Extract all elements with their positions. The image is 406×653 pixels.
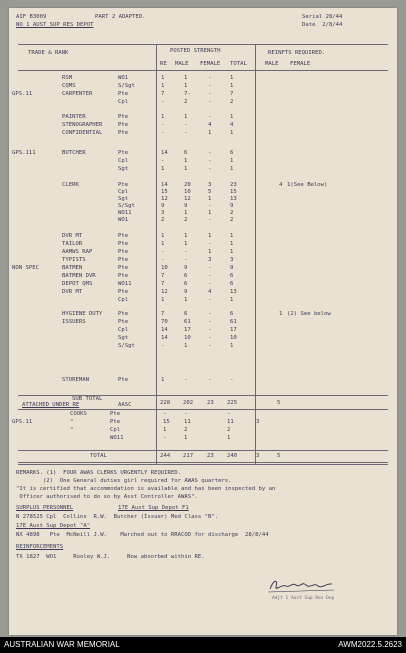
subtotal-female: 23 — [207, 400, 214, 406]
attached-cell-trade: " — [70, 419, 74, 425]
cell-total: 13 — [230, 196, 237, 202]
cell-total: 61 — [230, 319, 237, 325]
cell-female: 3 — [208, 182, 212, 188]
cell-group: GPS.111 — [12, 150, 36, 156]
cell-re: 2 — [161, 217, 165, 223]
cell-rank: Pte — [118, 273, 129, 279]
cell-female: - — [208, 158, 212, 164]
attached-cell-group: GPS.11 — [12, 419, 33, 425]
cell-rank: Cpl — [118, 297, 129, 303]
col-male: MALE — [175, 61, 189, 67]
remark-line: Officer authorised to do so by Asst Controller AWAS". — [16, 494, 198, 500]
cell-female: - — [208, 75, 212, 81]
cell-trade: PAINTER — [62, 114, 86, 120]
cell-rank: Pte — [118, 249, 129, 255]
col-female: FEMALE — [200, 61, 221, 67]
cell-re: 1 — [161, 166, 165, 172]
cell-female: 3 — [208, 257, 212, 263]
cell-re: 3 — [161, 210, 165, 216]
cell-trade: TYPISTS — [62, 257, 86, 263]
cell-re: 7 — [161, 91, 165, 97]
cell-total: 9 — [230, 265, 234, 271]
cell-rank: Pte — [118, 114, 129, 120]
cell-trade: STOREMAN — [62, 377, 89, 383]
cell-rank: Pte — [118, 257, 129, 263]
cell-re: 9 — [161, 203, 165, 209]
cell-male: 2 — [184, 217, 188, 223]
total-total: 240 — [227, 453, 238, 459]
cell-trade: CQMS — [62, 83, 76, 89]
subtotal-reinf: 5 — [277, 400, 281, 406]
cell-total: 2 — [230, 99, 234, 105]
cell-female: - — [208, 114, 212, 120]
subtotal-unit: AASC — [118, 402, 132, 408]
cell-group: GPS.11 — [12, 91, 33, 97]
cell-total: 6 — [230, 150, 234, 156]
cell-female: - — [208, 99, 212, 105]
cell-rank: Sgt — [118, 166, 129, 172]
cell-female: - — [208, 335, 212, 341]
cell-total: 1 — [230, 249, 234, 255]
cell-rank: Pte — [118, 265, 129, 271]
cell-male: 1 — [184, 210, 188, 216]
col-total: TOTAL — [230, 61, 247, 67]
cell-male: - — [184, 377, 188, 383]
archive-name: AUSTRALIAN WAR MEMORIAL — [4, 640, 120, 649]
cell-reinf: 4 — [279, 182, 283, 188]
cell-male: 6 — [184, 281, 188, 287]
cell-male: 1 — [184, 83, 188, 89]
cell-female: - — [208, 319, 212, 325]
cell-re: 14 — [161, 327, 168, 333]
cell-re: 7 — [161, 273, 165, 279]
col-trade-rank: TRADE & RANK — [28, 50, 69, 56]
cell-rank: Pte — [118, 150, 129, 156]
cell-trade: TAILOR — [62, 241, 83, 247]
cell-reinf: 1 — [279, 311, 283, 317]
cell-male: 10 — [184, 335, 191, 341]
cell-re: 14 — [161, 182, 168, 188]
attached-cell-reinf: 3 — [256, 419, 260, 425]
cell-total: 4 — [230, 122, 234, 128]
cell-male: 7- — [184, 91, 191, 97]
cell-note: 1(See Below) — [287, 182, 328, 188]
cell-rank: Pte — [118, 91, 129, 97]
cell-re: 1 — [161, 114, 165, 120]
cell-male: 1 — [184, 343, 188, 349]
cell-total: 1 — [230, 233, 234, 239]
total-reinf-female: 5 — [277, 453, 281, 459]
attached-cell-female: 2 — [184, 427, 188, 433]
cell-rank: Pte — [118, 377, 129, 383]
cell-rank: Cpl — [118, 327, 129, 333]
remark-line: "It is certified that accommodation is available and has been inspected by an — [16, 486, 276, 492]
cell-male: 1 — [184, 166, 188, 172]
cell-re: 7 — [161, 311, 165, 317]
cell-female: 4 — [208, 289, 212, 295]
cell-female: - — [208, 150, 212, 156]
cell-female: 1 — [208, 249, 212, 255]
total-rule-bottom — [18, 462, 388, 463]
cell-re: 1 — [161, 377, 165, 383]
attached-cell-female: 11 — [184, 419, 191, 425]
remark-line: (2) One General duties girl required for AWAS quarters. — [16, 478, 232, 484]
attached-cell-rank: Pte — [110, 411, 121, 417]
cell-rank: Sgt — [118, 196, 129, 202]
cell-male: - — [184, 249, 188, 255]
cell-trade: DEPOT QMS — [62, 281, 93, 287]
cell-rank: WO11 — [118, 210, 132, 216]
cell-re: - — [161, 122, 165, 128]
attached-cell-trade: " — [70, 427, 74, 433]
cell-male: 9 — [184, 265, 188, 271]
cell-rank: Cpl — [118, 158, 129, 164]
header-rule-bottom — [18, 70, 388, 71]
cell-rank: WO1 — [118, 75, 129, 81]
cell-male: 1 — [184, 297, 188, 303]
cell-total: 23 — [230, 182, 237, 188]
cell-male: 1 — [184, 75, 188, 81]
attached-cell-total: 11 — [227, 419, 234, 425]
cell-female: - — [208, 273, 212, 279]
col-reinf-male: MALE — [265, 61, 279, 67]
cell-male: 12 — [184, 196, 191, 202]
cell-rank: S/Sgt — [118, 83, 135, 89]
cell-rank: S/Sgt — [118, 203, 135, 209]
cell-trade: CARPENTER — [62, 91, 93, 97]
total-reinf-male: 3 — [256, 453, 260, 459]
total-male: 217 — [183, 453, 194, 459]
cell-trade: STENOGRAPHER — [62, 122, 103, 128]
cell-note: (2) See below — [287, 311, 331, 317]
cell-trade: RSM — [62, 75, 73, 81]
cell-re: 15 — [161, 189, 168, 195]
cell-rank: Pte — [118, 233, 129, 239]
cell-re: 70 — [161, 319, 168, 325]
cell-female: 1 — [208, 196, 212, 202]
cell-male: 6 — [184, 150, 188, 156]
attached-cell-rank: Pte — [110, 419, 121, 425]
cell-male: 2 — [184, 99, 188, 105]
cell-total: 1 — [230, 241, 234, 247]
surplus-label: SURPLUS PERSONNEL — [16, 505, 74, 511]
form-part: PART 2 ADAPTED. — [95, 14, 146, 20]
cell-trade: BATMEN — [62, 265, 83, 271]
cell-total: 1 — [230, 166, 234, 172]
cell-re: - — [161, 158, 165, 164]
cell-male: 9 — [184, 289, 188, 295]
cell-female: - — [208, 265, 212, 271]
cell-total: 17 — [230, 327, 237, 333]
cell-trade: HYGIENE DUTY — [62, 311, 103, 317]
cell-female: - — [208, 297, 212, 303]
cell-male: - — [184, 130, 188, 136]
cell-female: 1 — [208, 130, 212, 136]
header-rule-top — [18, 44, 388, 45]
cell-female: - — [208, 311, 212, 317]
cell-total: 1 — [230, 158, 234, 164]
total-female: 23 — [207, 453, 214, 459]
cell-male: 6 — [184, 311, 188, 317]
cell-female: - — [208, 241, 212, 247]
cell-female: - — [208, 217, 212, 223]
cell-male: 1 — [184, 158, 188, 164]
cell-female: - — [208, 166, 212, 172]
cell-re: - — [161, 257, 165, 263]
attached-cell-male: - — [163, 411, 167, 417]
cell-total: 1 — [230, 297, 234, 303]
cell-female: - — [208, 377, 212, 383]
cell-re: 1 — [161, 297, 165, 303]
cell-trade: DVR MT — [62, 289, 83, 295]
reinforcements-line: TX 1827 WO1 Rooley W.J. Now absorbed within RE. — [16, 554, 205, 560]
document-date: Date 2/8/44 — [302, 22, 343, 28]
reinforcements-label: REINFORCEMENTS — [16, 544, 64, 550]
form-number: AIF B3009 — [16, 14, 47, 20]
cell-re: - — [161, 99, 165, 105]
surplus-line-2: NX 4898 Pte McNeill J.W. Marched out to RRACOD for discharge 28/8/44 — [16, 532, 269, 538]
column-rule — [255, 44, 256, 464]
signature-title: Adjt 1 Aust Sup Res Dep — [272, 596, 335, 601]
cell-total: 6 — [230, 311, 234, 317]
cell-female: - — [208, 343, 212, 349]
cell-female: 5 — [208, 189, 212, 195]
attached-cell-total: 1 — [227, 435, 231, 441]
cell-total: 1 — [230, 130, 234, 136]
cell-total: 2 — [230, 210, 234, 216]
subtotal-male: 202 — [183, 400, 194, 406]
cell-rank: Pte — [118, 311, 129, 317]
serial-number: Serial 28/44 — [302, 14, 343, 20]
surplus-line-1: N 278525 Cpl Collins R.W. Butcher (Issuer) Med Class "B". — [16, 514, 219, 520]
cell-rank: Pte — [118, 241, 129, 247]
subtotal-label: SUB TOTAL — [72, 396, 103, 402]
total-label: TOTAL — [90, 453, 107, 459]
cell-re: 7 — [161, 281, 165, 287]
cell-rank: Pte — [118, 319, 129, 325]
attached-cell-trade: COOKS — [70, 411, 87, 417]
remark-line: REMARKS. (1) FOUR AWAS CLERKS URGENTLY REQUIRED. — [16, 470, 182, 476]
cell-total: 3 — [230, 257, 234, 263]
unit-name: NO 1 AUST SUP RES DEPOT — [16, 22, 94, 28]
archive-reference: AWM2022.5.2623 — [338, 640, 402, 649]
attached-cell-male: - — [163, 435, 167, 441]
surplus-depot-1: 17E Aust Sup Depot F1 — [118, 505, 189, 511]
attached-cell-total: - — [227, 411, 231, 417]
cell-female: - — [208, 91, 212, 97]
cell-rank: Pte — [118, 289, 129, 295]
cell-male: - — [184, 257, 188, 263]
total-rule-double — [18, 464, 388, 465]
cell-male: 61 — [184, 319, 191, 325]
cell-re: 14 — [161, 150, 168, 156]
cell-male: 1 — [184, 241, 188, 247]
cell-re: 1 — [161, 83, 165, 89]
cell-female: 4 — [208, 122, 212, 128]
cell-male: 20 — [184, 182, 191, 188]
cell-male: 17 — [184, 327, 191, 333]
subtotal-re: 228 — [160, 400, 171, 406]
cell-trade: CONFIDENTIAL — [62, 130, 103, 136]
cell-rank: Sgt — [118, 335, 129, 341]
cell-trade: BATMEN DVR — [62, 273, 96, 279]
cell-total: 7 — [230, 91, 234, 97]
attached-cell-total: 2 — [227, 427, 231, 433]
total-re: 244 — [160, 453, 171, 459]
cell-total: 6 — [230, 273, 234, 279]
cell-total: 1 — [230, 114, 234, 120]
total-rule — [18, 450, 388, 451]
attached-cell-female: - — [184, 411, 188, 417]
cell-male: 9 — [184, 203, 188, 209]
signature-image — [262, 575, 342, 595]
cell-rank: WO11 — [118, 281, 132, 287]
cell-male: - — [184, 122, 188, 128]
cell-trade: DVR MT — [62, 233, 83, 239]
cell-total: 6 — [230, 281, 234, 287]
cell-male: 6 — [184, 273, 188, 279]
cell-female: - — [208, 203, 212, 209]
cell-female: - — [208, 83, 212, 89]
cell-rank: Pte — [118, 130, 129, 136]
cell-rank: S/Sgt — [118, 343, 135, 349]
cell-rank: Pte — [118, 122, 129, 128]
cell-female: - — [208, 327, 212, 333]
cell-total: - — [230, 377, 234, 383]
cell-re: 14 — [161, 335, 168, 341]
cell-group: NON SPEC — [12, 265, 39, 271]
cell-rank: Cpl — [118, 189, 129, 195]
attached-cell-female: 1 — [184, 435, 188, 441]
cell-re: 1 — [161, 241, 165, 247]
attached-label: ATTACHED UNDER RE — [22, 402, 80, 408]
cell-trade: AAMWS RAP — [62, 249, 93, 255]
cell-total: 10 — [230, 335, 237, 341]
cell-male: 1 — [184, 114, 188, 120]
cell-trade: CLERK — [62, 182, 79, 188]
cell-male: 10 — [184, 189, 191, 195]
cell-rank: WO1 — [118, 217, 129, 223]
cell-total: 2 — [230, 217, 234, 223]
col-reinf-female: FEMALE — [290, 61, 311, 67]
cell-total: 13 — [230, 289, 237, 295]
attached-cell-rank: WO11 — [110, 435, 124, 441]
cell-total: 15 — [230, 189, 237, 195]
cell-total: 1 — [230, 83, 234, 89]
cell-re: 12 — [161, 289, 168, 295]
col-posted-strength: POSTED STRENGTH — [170, 48, 221, 54]
col-re: RE — [160, 61, 167, 67]
archive-footer — [0, 637, 406, 653]
column-rule — [156, 44, 157, 464]
cell-female: 1 — [208, 210, 212, 216]
attached-cell-male: 1 — [163, 427, 167, 433]
cell-re: 1 — [161, 233, 165, 239]
cell-trade: BUTCHER — [62, 150, 86, 156]
cell-total: 9 — [230, 203, 234, 209]
subtotal-rule-bottom — [18, 409, 388, 410]
cell-re: - — [161, 130, 165, 136]
cell-female: 1 — [208, 233, 212, 239]
cell-male: 1 — [184, 233, 188, 239]
cell-re: - — [161, 249, 165, 255]
surplus-depot-2: 17E Aust Sup Depot "A" — [16, 523, 91, 529]
subtotal-total: 225 — [227, 400, 238, 406]
cell-rank: Cpl — [118, 99, 129, 105]
cell-female: - — [208, 281, 212, 287]
cell-trade: ISSUERS — [62, 319, 86, 325]
cell-rank: Pte — [118, 182, 129, 188]
cell-re: 1 — [161, 75, 165, 81]
attached-cell-male: 15 — [163, 419, 170, 425]
attached-cell-rank: Cpl — [110, 427, 121, 433]
cell-re: 12 — [161, 196, 168, 202]
cell-re: - — [161, 343, 165, 349]
cell-re: 10 — [161, 265, 168, 271]
col-reinforcements: REINFTS REQUIRED. — [268, 50, 326, 56]
cell-total: 1 — [230, 343, 234, 349]
cell-total: 1 — [230, 75, 234, 81]
